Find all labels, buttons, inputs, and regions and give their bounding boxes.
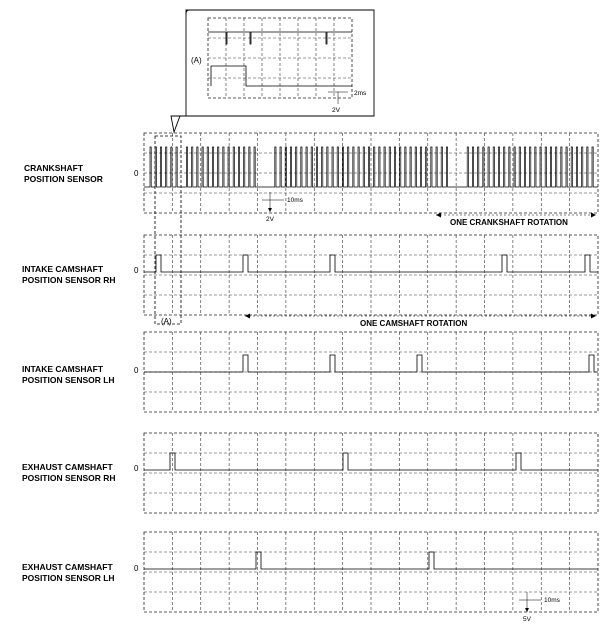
inset-time-scale: 2ms <box>354 90 367 97</box>
zero-marker: 0 <box>134 564 139 573</box>
exhaust-volt-scale: 5V <box>523 616 531 623</box>
label-line-1: EXHAUST CAMSHAFT <box>22 562 113 572</box>
label-line-2: POSITION SENSOR LH <box>22 573 115 583</box>
zero-marker: 0 <box>134 366 139 375</box>
exhaust-lh-sensor-label <box>22 562 115 584</box>
intake-rh-sensor-label <box>22 264 116 286</box>
exhaust-rh-sensor-label <box>22 462 116 484</box>
zero-marker: 0 <box>134 169 139 178</box>
crank-rotation-label: ONE CRANKSHAFT ROTATION <box>450 218 568 227</box>
crankshaft-sensor-label <box>24 163 103 185</box>
label-line-2: POSITION SENSOR <box>24 174 103 184</box>
crank-volt-scale: 2V <box>266 216 274 223</box>
label-line-1: CRANKSHAFT <box>24 163 84 173</box>
zero-marker: 0 <box>134 464 139 473</box>
zero-marker: 0 <box>134 266 139 275</box>
exhaust-rh-grid <box>144 433 598 513</box>
arrow-head-left <box>245 314 250 319</box>
window-marker: (A) <box>161 317 172 326</box>
exhaust-scale-tick <box>519 592 541 612</box>
exhaust-time-scale: 10ms <box>544 597 560 604</box>
inset-volt-scale: 2V <box>332 107 340 114</box>
label-line-2: POSITION SENSOR RH <box>22 275 116 285</box>
arrow-head-right <box>591 314 596 319</box>
callout-outline <box>171 10 374 132</box>
intake-lh-sensor-label <box>22 364 115 386</box>
label-line-1: EXHAUST CAMSHAFT <box>22 462 113 472</box>
crank-time-scale: 10ms <box>287 197 303 204</box>
annotations <box>155 10 596 612</box>
cam-rotation-arrow <box>245 314 596 319</box>
crank-scale-tick <box>262 192 284 212</box>
inset-marker: (A) <box>191 56 202 65</box>
label-line-2: POSITION SENSOR LH <box>22 375 115 385</box>
inset-callout <box>171 10 374 132</box>
inset-reference-trace <box>211 66 352 86</box>
cam-rotation-label: ONE CAMSHAFT ROTATION <box>360 319 468 328</box>
scale-arrow <box>525 608 529 612</box>
label-line-2: POSITION SENSOR RH <box>22 473 116 483</box>
oscilloscope-grids <box>144 18 598 612</box>
label-line-1: INTAKE CAMSHAFT <box>22 364 104 374</box>
label-line-1: INTAKE CAMSHAFT <box>22 264 104 274</box>
scale-arrow <box>268 208 272 212</box>
intake-rh-grid <box>144 235 598 315</box>
